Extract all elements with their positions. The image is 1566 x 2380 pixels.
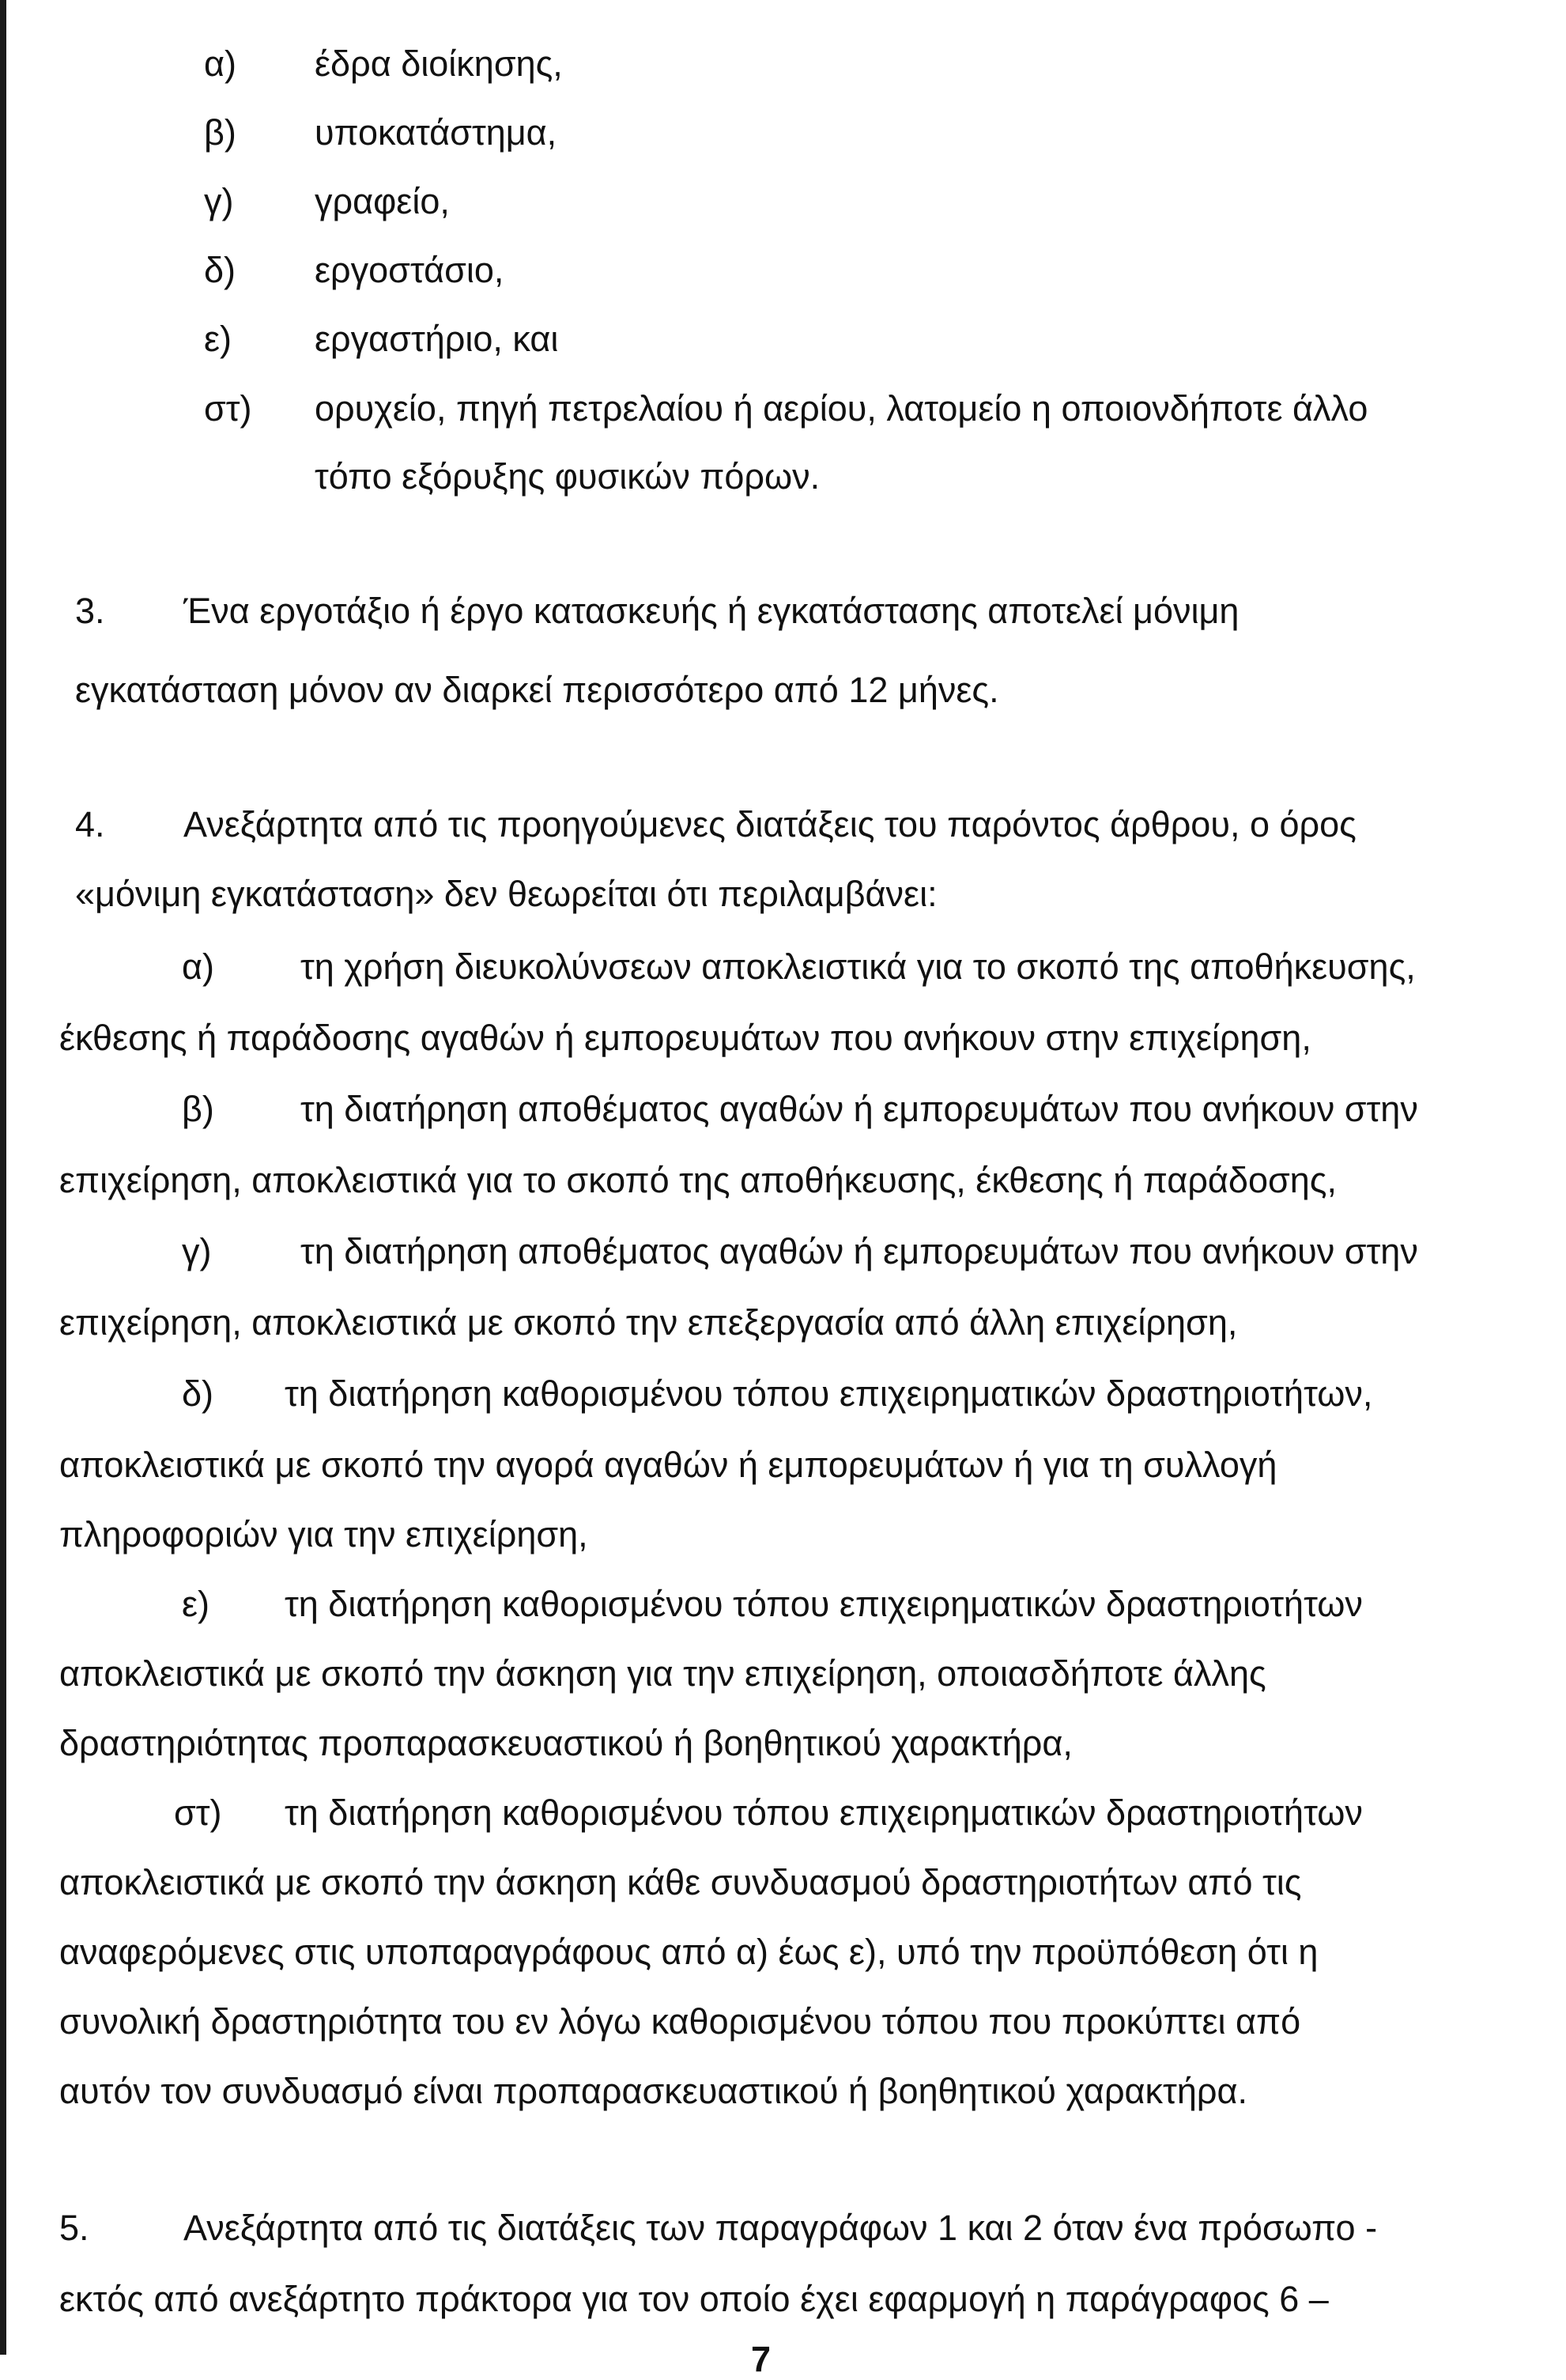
subitem-text: τη διατήρηση αποθέματος αγαθών ή εμπορευμάτων που ανήκουν στην <box>300 1089 1418 1129</box>
list-label: γ) <box>204 181 234 221</box>
list-text: έδρα διοίκησης, <box>315 43 563 84</box>
list-text: εργοστάσιο, <box>315 250 504 290</box>
subitem-text: επιχείρηση, αποκλειστικά για το σκοπό της αποθήκευσης, έκθεσης ή παράδοσης, <box>59 1160 1338 1200</box>
list-label: β) <box>204 112 236 153</box>
list-text: γραφείο, <box>315 181 450 221</box>
subitem-text: συνολική δραστηριότητα του εν λόγω καθορισμένου τόπου που προκύπτει από <box>59 2001 1301 2042</box>
list-text: τόπο εξόρυξης φυσικών πόρων. <box>315 456 821 497</box>
list-label: δ) <box>204 250 236 290</box>
subitem-text: έκθεσης ή παράδοσης αγαθών ή εμπορευμάτων που ανήκουν στην επιχείρηση, <box>59 1018 1311 1058</box>
subitem-text: επιχείρηση, αποκλειστικά με σκοπό την επεξεργασία από άλλη επιχείρηση, <box>59 1302 1238 1343</box>
subitem-text: τη χρήση διευκολύνσεων αποκλειστικά για το σκοπό της αποθήκευσης, <box>300 946 1416 987</box>
list-text: ορυχείο, πηγή πετρελαίου ή αερίου, λατομείο η οποιονδήποτε άλλο <box>315 388 1368 429</box>
paragraph-number: 4. <box>75 804 105 844</box>
subitem-text: πληροφοριών για την επιχείρηση, <box>59 1514 588 1555</box>
subitem-text: τη διατήρηση καθορισμένου τόπου επιχειρηματικών δραστηριοτήτων <box>285 1793 1363 1833</box>
list-text: εργαστήριο, και <box>315 319 559 359</box>
paragraph-text: εκτός από ανεξάρτητο πράκτορα για τον οποίο έχει εφαρμογή η παράγραφος 6 – <box>59 2279 1329 2319</box>
paragraph-text: εγκατάσταση μόνον αν διαρκεί περισσότερο από 12 μήνες. <box>75 670 999 710</box>
subitem-label: στ) <box>174 1793 222 1833</box>
paragraph-number: 3. <box>75 591 105 631</box>
paragraph-text: «μόνιμη εγκατάσταση» δεν θεωρείται ότι περιλαμβάνει: <box>75 874 938 914</box>
subitem-text: δραστηριότητας προπαρασκευαστικού ή βοηθητικού χαρακτήρα, <box>59 1723 1073 1763</box>
list-label: στ) <box>204 388 252 429</box>
subitem-label: δ) <box>182 1373 214 1414</box>
subitem-label: γ) <box>182 1231 212 1271</box>
paragraph-text: Ανεξάρτητα από τις προηγούμενες διατάξεις του παρόντος άρθρου, ο όρος <box>183 804 1357 844</box>
subitem-label: ε) <box>182 1584 210 1624</box>
subitem-text: τη διατήρηση καθορισμένου τόπου επιχειρηματικών δραστηριοτήτων, <box>285 1373 1373 1414</box>
subitem-text: αναφερόμενες στις υποπαραγράφους από α) έως ε), υπό την προϋπόθεση ότι η <box>59 1932 1319 1972</box>
subitem-text: τη διατήρηση καθορισμένου τόπου επιχειρηματικών δραστηριοτήτων <box>285 1584 1363 1624</box>
subitem-label: α) <box>182 946 215 987</box>
subitem-text: αυτόν τον συνδυασμό είναι προπαρασκευαστικού ή βοηθητικού χαρακτήρα. <box>59 2071 1247 2111</box>
subitem-label: β) <box>182 1089 214 1129</box>
list-label: ε) <box>204 319 232 359</box>
subitem-text: τη διατήρηση αποθέματος αγαθών ή εμπορευμάτων που ανήκουν στην <box>300 1231 1418 1271</box>
paragraph-text: Ανεξάρτητα από τις διατάξεις των παραγράφων 1 και 2 όταν ένα πρόσωπο - <box>183 2208 1378 2248</box>
subitem-text: αποκλειστικά με σκοπό την άσκηση κάθε συνδυασμού δραστηριοτήτων από τις <box>59 1862 1302 1902</box>
paragraph-text: Ένα εργοτάξιο ή έργο κατασκευής ή εγκατάστασης αποτελεί μόνιμη <box>183 591 1240 631</box>
list-text: υποκατάστημα, <box>315 112 557 153</box>
subitem-text: αποκλειστικά με σκοπό την άσκηση για την επιχείρηση, οποιασδήποτε άλλης <box>59 1653 1266 1694</box>
subitem-text: αποκλειστικά με σκοπό την αγορά αγαθών ή εμπορευμάτων ή για τη συλλογή <box>59 1445 1277 1485</box>
paragraph-number: 5. <box>59 2208 89 2248</box>
page-number: 7 <box>751 2339 772 2379</box>
list-label: α) <box>204 43 237 84</box>
